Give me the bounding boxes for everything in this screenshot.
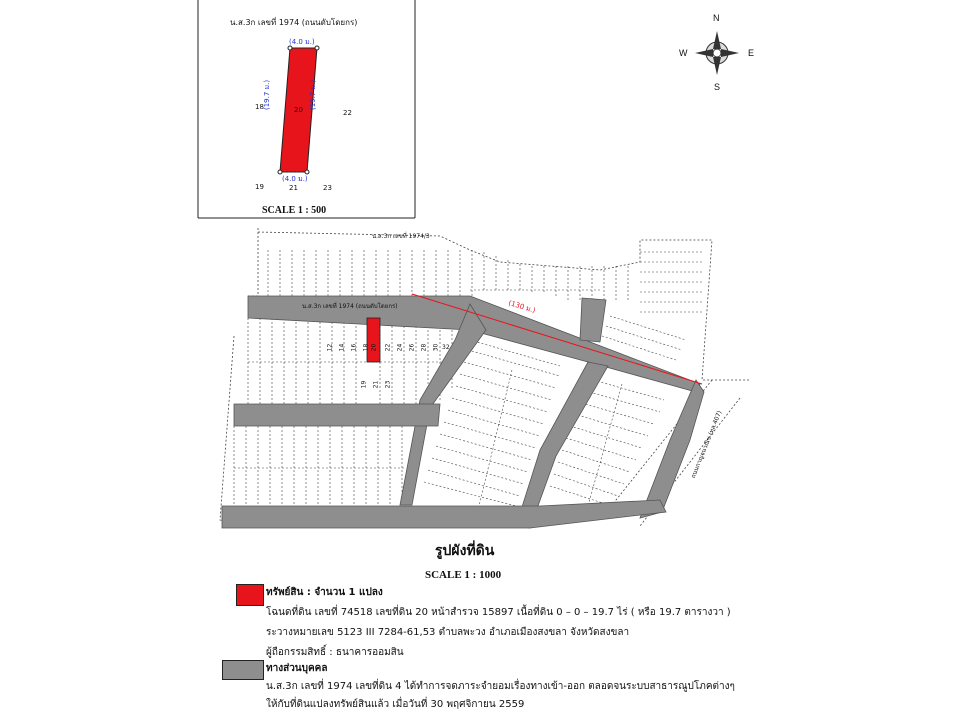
inset-length-right: (19.7 ม.)	[309, 79, 317, 110]
legend-road-heading: ทางส่วนบุคคล	[266, 663, 328, 674]
legend-property-heading: ทรัพย์สิน : จำนวน 1 แปลง	[266, 587, 383, 598]
lot-number: 26	[408, 343, 416, 352]
map-title: รูปผังที่ดิน	[435, 543, 495, 559]
top-parcel-label: น.ส.3ก เลขที่ 1974/3	[372, 233, 430, 240]
inset-width-top: (4.0 ม.)	[289, 38, 315, 46]
inset-scale: SCALE 1 : 500	[262, 205, 327, 216]
lot-number: 22	[384, 343, 392, 352]
inset-neighbor: 18	[255, 103, 264, 111]
legend-road-line: น.ส.3ก เลขที่ 1974 เลขที่ดิน 4 ได้ทำการจดภาระจำยอมเรื่องทางเข้า-ออก ตลอดจนระบบสาธารณูปโภคต่างๆ	[266, 681, 735, 692]
lot-number: 23	[384, 380, 392, 389]
inset-length-left: (19.7 ม.)	[263, 79, 271, 110]
lot-number: 12	[326, 343, 334, 352]
legend-road-line: ให้กับที่ดินแปลงทรัพย์สินแล้ว เมื่อวันที่ 30 พฤศจิกายน 2559	[266, 699, 525, 710]
inset-plot-number: 20	[294, 106, 303, 114]
map-scale: SCALE 1 : 1000	[425, 569, 502, 581]
compass-rose-icon	[695, 31, 739, 75]
compass-n-label: N	[713, 13, 720, 23]
legend-property-line: โฉนดที่ดิน เลขที่ 74518 เลขที่ดิน 20 หน้าสำรวจ 15897 เนื้อที่ดิน 0 – 0 – 19.7 ไร่ ( หรือ 19.7 ตารางวา )	[266, 607, 731, 618]
lower-left-lots	[234, 426, 405, 510]
lot-number: 18	[362, 343, 370, 352]
lot-number: 16	[350, 343, 358, 352]
side-road-label: ถนนกาญจนวณิช (ทล.407)	[689, 409, 724, 480]
inset-neighbor: 23	[323, 184, 332, 192]
legend-property-line: ระวางหมายเลข 5123 III 7284-61,53 ตำบลพะวง อำเภอเมืองสงขลา จังหวัดสงขลา	[266, 627, 630, 638]
lot-number: 21	[372, 380, 380, 389]
private-road	[222, 296, 704, 528]
lot-number: 14	[338, 343, 346, 352]
distance-label: (130 ม.)	[507, 298, 537, 315]
legend-road-swatch	[222, 660, 264, 680]
inset-neighbor: 21	[289, 184, 298, 192]
lot-number: 28	[420, 343, 428, 352]
inset-width-bottom: (4.0 ม.)	[282, 175, 308, 183]
lot-number: 19	[360, 380, 368, 389]
legend-property-swatch	[236, 584, 264, 606]
inset-neighbor: 22	[343, 109, 352, 117]
legend-property-line: ผู้ถือกรรมสิทธิ์ : ธนาคารออมสิน	[266, 647, 404, 658]
compass-w-label: W	[679, 48, 688, 58]
inset-neighbor: 19	[255, 183, 264, 191]
inset-title: น.ส.3ก เลขที่ 1974 (ถนนดับโดยกร)	[230, 18, 358, 27]
lot-number: 20	[370, 343, 378, 352]
compass-s-label: S	[714, 82, 721, 92]
compass-e-label: E	[748, 48, 755, 58]
lot-number: 24	[396, 343, 404, 352]
property-lot	[367, 318, 380, 362]
road-label: น.ส.3ก เลขที่ 1974 (ถนนดับโดยกร)	[302, 303, 398, 310]
lot-number: 30	[432, 343, 440, 352]
lot-number: 32	[442, 344, 450, 351]
